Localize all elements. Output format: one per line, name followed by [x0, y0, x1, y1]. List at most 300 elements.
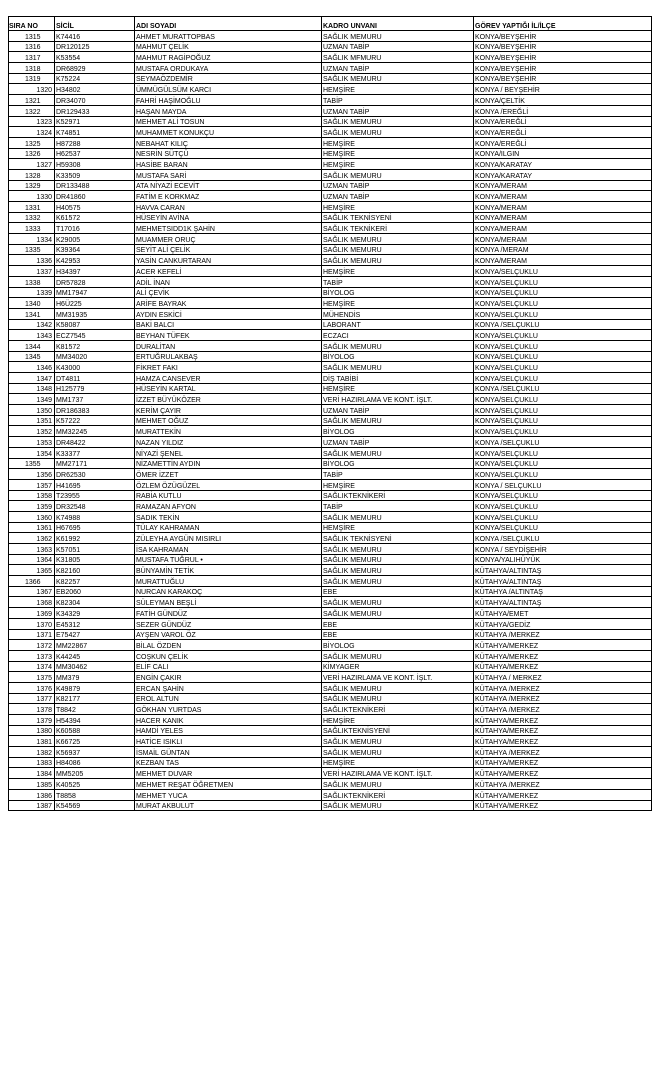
cell-sira-no: 1327: [9, 159, 55, 170]
cell-sira-no: 1334: [9, 234, 55, 245]
cell-sira-no: 1365: [9, 565, 55, 576]
table-row: [9, 618, 652, 629]
cell-sicil: K33377: [55, 447, 135, 458]
cell-sicil: MM32245: [55, 426, 135, 437]
cell-sira-no: 1356: [9, 469, 55, 480]
cell-sicil: K54569: [55, 800, 135, 811]
cell-kadro-unvani: SAĞLIK MEMURU: [322, 747, 474, 758]
cell-gorev-yeri: KONYA/SELÇUKLU: [474, 340, 652, 351]
cell-sicil: K58087: [55, 319, 135, 330]
table-row: [9, 287, 652, 298]
cell-sicil: MM27171: [55, 458, 135, 469]
cell-kadro-unvani: HEMŞİRE: [322, 266, 474, 277]
cell-adi-soyadi: COŞKUN ÇELİK: [135, 650, 322, 661]
cell-sicil: DR41860: [55, 191, 135, 202]
cell-adi-soyadi: MUSTAFA SARİ: [135, 169, 322, 180]
cell-sira-no: 1358: [9, 490, 55, 501]
cell-gorev-yeri: KONYA/BEYŞEHİR: [474, 41, 652, 52]
table-row: [9, 63, 652, 74]
cell-sicil: MM22867: [55, 640, 135, 651]
cell-gorev-yeri: KONYA/SELÇUKLU: [474, 501, 652, 512]
table-row: [9, 586, 652, 597]
cell-sicil: K57051: [55, 544, 135, 555]
cell-sicil: K49879: [55, 682, 135, 693]
cell-gorev-yeri: KONYA/SELÇUKLU: [474, 405, 652, 416]
cell-gorev-yeri: KONYA/BEYŞEHİR: [474, 31, 652, 42]
cell-gorev-yeri: KONYA/SELÇUKLU: [474, 469, 652, 480]
table-row: [9, 105, 652, 116]
cell-sira-no: 1378: [9, 704, 55, 715]
cell-kadro-unvani: ECZACI: [322, 330, 474, 341]
cell-kadro-unvani: VERİ HAZIRLAMA VE KONT. İŞLT.: [322, 394, 474, 405]
cell-sira-no: 1380: [9, 725, 55, 736]
cell-adi-soyadi: MURATTUĞLU: [135, 576, 322, 587]
cell-kadro-unvani: LABORANT: [322, 319, 474, 330]
table-row: [9, 704, 652, 715]
table-row: [9, 415, 652, 426]
cell-sira-no: 1343: [9, 330, 55, 341]
cell-sicil: H34397: [55, 266, 135, 277]
cell-adi-soyadi: YASİN CANKURTARAN: [135, 255, 322, 266]
cell-kadro-unvani: TABİP: [322, 469, 474, 480]
cell-sicil: MM30462: [55, 661, 135, 672]
cell-kadro-unvani: UZMAN TABİP: [322, 63, 474, 74]
cell-gorev-yeri: KÜTAHYA/MERKEZ: [474, 715, 652, 726]
table-row: [9, 768, 652, 779]
cell-adi-soyadi: MUAMMER ORUÇ: [135, 234, 322, 245]
table-row: [9, 394, 652, 405]
cell-gorev-yeri: KÜTAHYA/MERKEZ: [474, 789, 652, 800]
cell-sicil: H87288: [55, 137, 135, 148]
table-row: [9, 330, 652, 341]
cell-sicil: MM5205: [55, 768, 135, 779]
cell-gorev-yeri: KÜTAHYA/MERKEZ: [474, 725, 652, 736]
cell-adi-soyadi: MEHMET ALİ TOSUN: [135, 116, 322, 127]
cell-sicil: K81572: [55, 340, 135, 351]
cell-kadro-unvani: SAĞLIK MEMURU: [322, 127, 474, 138]
cell-sira-no: 1316: [9, 41, 55, 52]
cell-gorev-yeri: KÜTAHYA / MERKEZ: [474, 672, 652, 683]
cell-adi-soyadi: MUSTAFA TUĞRUL •: [135, 554, 322, 565]
table-row: [9, 544, 652, 555]
cell-sicil: DR32548: [55, 501, 135, 512]
cell-gorev-yeri: KONYA/MERAM: [474, 202, 652, 213]
cell-sicil: MM17947: [55, 287, 135, 298]
cell-sira-no: 1318: [9, 63, 55, 74]
cell-sicil: K39364: [55, 244, 135, 255]
table-header-row: [9, 17, 652, 31]
cell-sicil: E75427: [55, 629, 135, 640]
cell-adi-soyadi: MURATTEKİN: [135, 426, 322, 437]
cell-gorev-yeri: KONYA /EREĞLİ: [474, 105, 652, 116]
cell-gorev-yeri: KONYA /SELÇUKLU: [474, 533, 652, 544]
cell-gorev-yeri: KONYA / SELÇUKLU: [474, 479, 652, 490]
table-row: [9, 373, 652, 384]
cell-kadro-unvani: SAĞLIK MEMURU: [322, 693, 474, 704]
cell-kadro-unvani: SAĞLIK MEMURU: [322, 800, 474, 811]
cell-kadro-unvani: HEMŞİRE: [322, 159, 474, 170]
cell-sira-no: 1338: [9, 276, 55, 287]
cell-adi-soyadi: KEZBAN TAS: [135, 757, 322, 768]
cell-sicil: H67695: [55, 522, 135, 533]
table-row: [9, 511, 652, 522]
table-row: [9, 169, 652, 180]
table-row: [9, 779, 652, 790]
table-row: [9, 191, 652, 202]
cell-gorev-yeri: KONYA/SELÇUKLU: [474, 415, 652, 426]
cell-gorev-yeri: KÜTAHYA /MERKEZ: [474, 682, 652, 693]
table-row: [9, 629, 652, 640]
cell-kadro-unvani: HEMŞİRE: [322, 137, 474, 148]
cell-gorev-yeri: KÜTAHYA/EMET: [474, 608, 652, 619]
cell-kadro-unvani: SAĞLIK MEMURU: [322, 447, 474, 458]
table-row: [9, 234, 652, 245]
table-row: [9, 405, 652, 416]
cell-gorev-yeri: KONYA/SELÇUKLU: [474, 426, 652, 437]
cell-sicil: MM34020: [55, 351, 135, 362]
table-row: [9, 127, 652, 138]
cell-kadro-unvani: SAĞLIK MEMURU: [322, 244, 474, 255]
cell-kadro-unvani: HEMŞİRE: [322, 202, 474, 213]
cell-kadro-unvani: SAĞLIK MEMURU: [322, 779, 474, 790]
cell-kadro-unvani: SAĞLIK MEMURU: [322, 682, 474, 693]
col-header-adi-soyadi: ADI SOYADI: [135, 17, 322, 31]
cell-gorev-yeri: KONYA/SELÇUKLU: [474, 287, 652, 298]
cell-adi-soyadi: DURALİTAN: [135, 340, 322, 351]
cell-gorev-yeri: KÜTAHYA/MERKEZ: [474, 768, 652, 779]
cell-sira-no: 1341: [9, 308, 55, 319]
cell-gorev-yeri: KÜTAHYA/MERKEZ: [474, 650, 652, 661]
table-row: [9, 501, 652, 512]
cell-sira-no: 1325: [9, 137, 55, 148]
cell-adi-soyadi: FATİH GÜNDÜZ: [135, 608, 322, 619]
cell-kadro-unvani: HEMŞİRE: [322, 383, 474, 394]
cell-sira-no: 1351: [9, 415, 55, 426]
cell-sicil: K42953: [55, 255, 135, 266]
cell-sira-no: 1336: [9, 255, 55, 266]
table-row: [9, 800, 652, 811]
cell-kadro-unvani: SAĞLIK TEKNİSYENİ: [322, 533, 474, 544]
cell-gorev-yeri: KÜTAHYA/MERKEZ: [474, 736, 652, 747]
table-row: [9, 426, 652, 437]
table-row: [9, 597, 652, 608]
table-row: [9, 31, 652, 42]
cell-kadro-unvani: SAĞLIK MEMURU: [322, 511, 474, 522]
table-row: [9, 522, 652, 533]
cell-gorev-yeri: KONYA/SELÇUKLU: [474, 298, 652, 309]
cell-sicil: H54394: [55, 715, 135, 726]
cell-sira-no: 1366: [9, 576, 55, 587]
cell-sira-no: 1354: [9, 447, 55, 458]
cell-kadro-unvani: SAĞLIK MEMURU: [322, 116, 474, 127]
cell-sicil: K40525: [55, 779, 135, 790]
cell-kadro-unvani: TABİP: [322, 501, 474, 512]
table-row: [9, 458, 652, 469]
cell-sicil: K75224: [55, 73, 135, 84]
cell-sira-no: 1361: [9, 522, 55, 533]
table-row: [9, 661, 652, 672]
cell-sicil: T23955: [55, 490, 135, 501]
cell-sicil: K66725: [55, 736, 135, 747]
cell-adi-soyadi: BEYHAN TÜFEK: [135, 330, 322, 341]
table-row: [9, 682, 652, 693]
cell-kadro-unvani: SAĞLIK TEKNİKERİ: [322, 223, 474, 234]
table-row: [9, 362, 652, 373]
cell-adi-soyadi: HAMZA CANSEVER: [135, 373, 322, 384]
cell-sira-no: 1321: [9, 95, 55, 106]
cell-gorev-yeri: KONYA/SELÇUKLU: [474, 522, 652, 533]
cell-gorev-yeri: KONYA/BEYŞEHİR: [474, 73, 652, 84]
cell-kadro-unvani: EBE: [322, 586, 474, 597]
cell-sira-no: 1355: [9, 458, 55, 469]
cell-adi-soyadi: BAKİ BALCI: [135, 319, 322, 330]
cell-gorev-yeri: KONYA/MERAM: [474, 212, 652, 223]
cell-sira-no: 1377: [9, 693, 55, 704]
table-row: [9, 52, 652, 63]
cell-adi-soyadi: HATİCE ISIKLI: [135, 736, 322, 747]
cell-adi-soyadi: NESRİN SÜTÇÜ: [135, 148, 322, 159]
table-row: [9, 266, 652, 277]
cell-adi-soyadi: ARİFE BAYRAK: [135, 298, 322, 309]
cell-kadro-unvani: UZMAN TABİP: [322, 105, 474, 116]
cell-adi-soyadi: RABİA KUTLU: [135, 490, 322, 501]
cell-kadro-unvani: SAĞLIKTEKNİSYENİ: [322, 725, 474, 736]
cell-sira-no: 1368: [9, 597, 55, 608]
table-row: [9, 383, 652, 394]
cell-sicil: K57222: [55, 415, 135, 426]
cell-sicil: K61992: [55, 533, 135, 544]
cell-gorev-yeri: KONYA /SELÇUKLU: [474, 319, 652, 330]
cell-adi-soyadi: FİKRET FAKI: [135, 362, 322, 373]
cell-kadro-unvani: DİŞ TABİBİ: [322, 373, 474, 384]
cell-kadro-unvani: SAĞLIK MEMURU: [322, 340, 474, 351]
cell-sicil: K33509: [55, 169, 135, 180]
col-header-gorev-yeri: GÖREV YAPTIĞI İL/İLÇE: [474, 17, 652, 31]
cell-sira-no: 1326: [9, 148, 55, 159]
cell-sira-no: 1333: [9, 223, 55, 234]
cell-kadro-unvani: HEMŞİRE: [322, 522, 474, 533]
table-row: [9, 725, 652, 736]
cell-adi-soyadi: FAHRİ HAŞİMOĞLU: [135, 95, 322, 106]
cell-kadro-unvani: SAĞLIKTEKNİKERİ: [322, 490, 474, 501]
cell-kadro-unvani: SAĞLIKTEKNİKERİ: [322, 789, 474, 800]
cell-gorev-yeri: KONYA/SELÇUKLU: [474, 276, 652, 287]
cell-adi-soyadi: AYDIN ESKİCİ: [135, 308, 322, 319]
cell-sicil: K74988: [55, 511, 135, 522]
cell-adi-soyadi: SADIK TEKİN: [135, 511, 322, 522]
cell-sira-no: 1349: [9, 394, 55, 405]
cell-gorev-yeri: KONYA/SELÇUKLU: [474, 490, 652, 501]
table-row: [9, 608, 652, 619]
cell-kadro-unvani: SAĞLIK MEMURU: [322, 73, 474, 84]
cell-sira-no: 1346: [9, 362, 55, 373]
cell-gorev-yeri: KÜTAHYA/MERKEZ: [474, 640, 652, 651]
cell-gorev-yeri: KONYA/MERAM: [474, 191, 652, 202]
table-row: [9, 116, 652, 127]
cell-sicil: DR120125: [55, 41, 135, 52]
cell-adi-soyadi: MUSTAFA ORDUKAYA: [135, 63, 322, 74]
cell-kadro-unvani: MÜHENDİS: [322, 308, 474, 319]
cell-gorev-yeri: KÜTAHYA/GEDİZ: [474, 618, 652, 629]
cell-adi-soyadi: MEHMET OĞUZ: [135, 415, 322, 426]
cell-gorev-yeri: KONYA/EREĞLİ: [474, 127, 652, 138]
cell-sira-no: 1322: [9, 105, 55, 116]
table-row: [9, 533, 652, 544]
cell-adi-soyadi: BÜNYAMİN TETİK: [135, 565, 322, 576]
cell-kadro-unvani: TABİP: [322, 95, 474, 106]
cell-kadro-unvani: UZMAN TABİP: [322, 191, 474, 202]
cell-sira-no: 1319: [9, 73, 55, 84]
cell-kadro-unvani: BİYOLOG: [322, 351, 474, 362]
table-row: [9, 148, 652, 159]
cell-sira-no: 1324: [9, 127, 55, 138]
cell-sira-no: 1328: [9, 169, 55, 180]
cell-kadro-unvani: SAĞLIK MEMURU: [322, 554, 474, 565]
cell-sicil: T8842: [55, 704, 135, 715]
cell-adi-soyadi: HAŞAN MAYDA: [135, 105, 322, 116]
cell-sira-no: 1363: [9, 544, 55, 555]
cell-sira-no: 1339: [9, 287, 55, 298]
cell-sira-no: 1329: [9, 180, 55, 191]
cell-kadro-unvani: HEMŞİRE: [322, 148, 474, 159]
cell-gorev-yeri: KÜTAHYA/MERKEZ: [474, 800, 652, 811]
table-row: [9, 180, 652, 191]
cell-gorev-yeri: KÜTAHYA /MERKEZ: [474, 747, 652, 758]
cell-gorev-yeri: KONYA/ILGIN: [474, 148, 652, 159]
cell-gorev-yeri: KONYA/KARATAY: [474, 159, 652, 170]
cell-sira-no: 1348: [9, 383, 55, 394]
cell-kadro-unvani: HEMŞİRE: [322, 757, 474, 768]
cell-adi-soyadi: SÜLEYMAN BEŞLİ: [135, 597, 322, 608]
cell-sicil: MM1737: [55, 394, 135, 405]
cell-kadro-unvani: UZMAN TABİP: [322, 405, 474, 416]
cell-sira-no: 1331: [9, 202, 55, 213]
cell-sicil: E45312: [55, 618, 135, 629]
cell-kadro-unvani: SAĞLIK MEMURU: [322, 255, 474, 266]
table-row: [9, 693, 652, 704]
cell-adi-soyadi: MURAT AKBULUT: [135, 800, 322, 811]
cell-sira-no: 1384: [9, 768, 55, 779]
cell-gorev-yeri: KÜTAHYA /ALTINTAŞ: [474, 586, 652, 597]
cell-adi-soyadi: ÖMER İZZET: [135, 469, 322, 480]
table-row: [9, 41, 652, 52]
cell-sicil: K61572: [55, 212, 135, 223]
cell-gorev-yeri: KONYA/MERAM: [474, 234, 652, 245]
cell-gorev-yeri: KONYA / SEYDİŞEHİR: [474, 544, 652, 555]
cell-sira-no: 1347: [9, 373, 55, 384]
cell-sicil: K82304: [55, 597, 135, 608]
cell-kadro-unvani: VERİ HAZIRLAMA VE KONT. İŞLT.: [322, 672, 474, 683]
table-row: [9, 490, 652, 501]
cell-adi-soyadi: ADİL İNAN: [135, 276, 322, 287]
cell-gorev-yeri: KONYA/EREĞLİ: [474, 116, 652, 127]
cell-sicil: K34329: [55, 608, 135, 619]
cell-gorev-yeri: KONYA/BEYŞEHİR: [474, 63, 652, 74]
cell-adi-soyadi: ÜMMÜGÜLSÜM KARCI: [135, 84, 322, 95]
cell-sicil: H62537: [55, 148, 135, 159]
cell-adi-soyadi: MEHMETSIDD1K ŞAHİN: [135, 223, 322, 234]
cell-adi-soyadi: HASİBE BARAN: [135, 159, 322, 170]
cell-adi-soyadi: ZÜLEYHA AYGÜN MISIRLI: [135, 533, 322, 544]
cell-adi-soyadi: NEBAHAT KILIÇ: [135, 137, 322, 148]
cell-gorev-yeri: KONYA/SELÇUKLU: [474, 308, 652, 319]
cell-kadro-unvani: BİYOLOG: [322, 458, 474, 469]
cell-sira-no: 1317: [9, 52, 55, 63]
cell-sicil: DR34070: [55, 95, 135, 106]
cell-sira-no: 1360: [9, 511, 55, 522]
table-row: [9, 747, 652, 758]
table-row: [9, 159, 652, 170]
cell-kadro-unvani: SAĞLIK MEMURU: [322, 31, 474, 42]
personnel-table: [8, 16, 652, 811]
cell-gorev-yeri: KONYA/SELÇUKLU: [474, 511, 652, 522]
cell-adi-soyadi: EROL ALTUN: [135, 693, 322, 704]
cell-adi-soyadi: SEYİT ALİ ÇELİK: [135, 244, 322, 255]
cell-gorev-yeri: KONYA/SELÇUKLU: [474, 458, 652, 469]
table-row: [9, 447, 652, 458]
cell-sira-no: 1373: [9, 650, 55, 661]
cell-adi-soyadi: HAVVA CARAN: [135, 202, 322, 213]
col-header-kadro-unvani: KADRO UNVANI: [322, 17, 474, 31]
cell-gorev-yeri: KONYA/MERAM: [474, 223, 652, 234]
cell-sicil: DR129433: [55, 105, 135, 116]
cell-sicil: ECZ7545: [55, 330, 135, 341]
table-row: [9, 565, 652, 576]
cell-sicil: K43000: [55, 362, 135, 373]
cell-sicil: H41695: [55, 479, 135, 490]
cell-sira-no: 1375: [9, 672, 55, 683]
cell-kadro-unvani: SAĞLIK MEMURU: [322, 597, 474, 608]
cell-sicil: K52971: [55, 116, 135, 127]
cell-adi-soyadi: İSMAİL GÜNTAN: [135, 747, 322, 758]
cell-kadro-unvani: SAĞLIK MEMURU: [322, 362, 474, 373]
cell-kadro-unvani: SAĞLIK TEKNİSYENİ: [322, 212, 474, 223]
cell-sicil: T17016: [55, 223, 135, 234]
cell-adi-soyadi: İSA KAHRAMAN: [135, 544, 322, 555]
cell-sicil: H84086: [55, 757, 135, 768]
table-row: [9, 84, 652, 95]
cell-sicil: MM31935: [55, 308, 135, 319]
cell-gorev-yeri: KONYA/SELÇUKLU: [474, 266, 652, 277]
cell-kadro-unvani: SAĞLIK MEMURU: [322, 650, 474, 661]
cell-gorev-yeri: KÜTAHYA/MERKEZ: [474, 661, 652, 672]
cell-sira-no: 1323: [9, 116, 55, 127]
cell-adi-soyadi: NİZAMETTİN AYDIN: [135, 458, 322, 469]
table-row: [9, 469, 652, 480]
cell-kadro-unvani: UZMAN TABİP: [322, 437, 474, 448]
cell-sira-no: 1374: [9, 661, 55, 672]
cell-gorev-yeri: KONYA/SELÇUKLU: [474, 394, 652, 405]
cell-sicil: DR186383: [55, 405, 135, 416]
table-row: [9, 212, 652, 223]
cell-kadro-unvani: KİMYAGER: [322, 661, 474, 672]
table-row: [9, 137, 652, 148]
cell-adi-soyadi: FATİM E KORKMAZ: [135, 191, 322, 202]
cell-gorev-yeri: KONYA/YALIHÜYÜK: [474, 554, 652, 565]
table-row: [9, 650, 652, 661]
table-row: [9, 95, 652, 106]
cell-gorev-yeri: KONYA /SELÇUKLU: [474, 437, 652, 448]
cell-sira-no: 1330: [9, 191, 55, 202]
cell-kadro-unvani: UZMAN TABİP: [322, 180, 474, 191]
cell-adi-soyadi: MEHMET REŞAT ÖĞRETMEN: [135, 779, 322, 790]
cell-gorev-yeri: KONYA/MERAM: [474, 255, 652, 266]
table-body: [9, 31, 652, 811]
cell-adi-soyadi: AYŞEN VAROL ÖZ: [135, 629, 322, 640]
cell-kadro-unvani: SAĞLIK MEMURU: [322, 234, 474, 245]
cell-sicil: DR62530: [55, 469, 135, 480]
cell-kadro-unvani: SAĞLIK MEMURU: [322, 608, 474, 619]
